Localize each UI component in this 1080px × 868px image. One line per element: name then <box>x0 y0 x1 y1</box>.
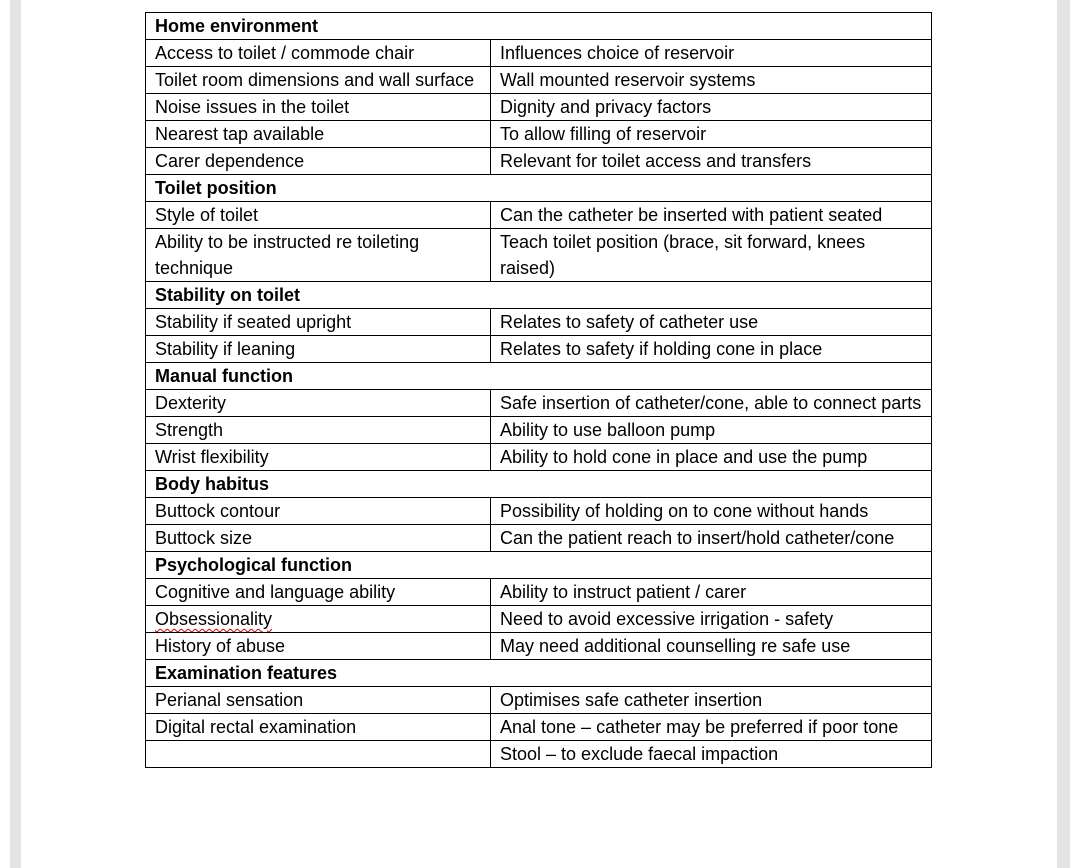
factor-cell: Noise issues in the toilet <box>146 94 491 121</box>
factor-cell: Nearest tap available <box>146 121 491 148</box>
relevance-cell: Relates to safety of catheter use <box>491 309 932 336</box>
relevance-cell: Need to avoid excessive irrigation - safety <box>491 606 932 633</box>
factor-cell: Toilet room dimensions and wall surface <box>146 67 491 94</box>
section-header-row <box>146 13 932 40</box>
relevance-cell: Can the patient reach to insert/hold catheter/cone <box>491 525 932 552</box>
factor-cell: Stability if seated upright <box>146 309 491 336</box>
table-row <box>146 525 932 552</box>
factor-cell: Stability if leaning <box>146 336 491 363</box>
table-row <box>146 202 932 229</box>
relevance-cell: Can the catheter be inserted with patient seated <box>491 202 932 229</box>
table-row <box>146 390 932 417</box>
table-row <box>146 67 932 94</box>
table-row <box>146 714 932 741</box>
relevance-cell: Teach toilet position (brace, sit forward, knees raised) <box>491 229 932 282</box>
relevance-cell: Wall mounted reservoir systems <box>491 67 932 94</box>
factor-cell: Digital rectal examination <box>146 714 491 741</box>
assessment-table-body <box>146 13 932 768</box>
table-row <box>146 444 932 471</box>
section-title: Toilet position <box>146 175 932 202</box>
relevance-cell: Optimises safe catheter insertion <box>491 687 932 714</box>
factor-cell: Cognitive and language ability <box>146 579 491 606</box>
section-title: Examination features <box>146 660 932 687</box>
factor-cell: Carer dependence <box>146 148 491 175</box>
section-header-row <box>146 552 932 579</box>
relevance-cell: Safe insertion of catheter/cone, able to connect parts <box>491 390 932 417</box>
table-row <box>146 606 932 633</box>
section-title: Manual function <box>146 363 932 390</box>
table-row <box>146 94 932 121</box>
relevance-cell: Ability to instruct patient / carer <box>491 579 932 606</box>
factor-cell: Style of toilet <box>146 202 491 229</box>
relevance-cell: Anal tone – catheter may be preferred if poor tone <box>491 714 932 741</box>
section-title: Body habitus <box>146 471 932 498</box>
right-page-gutter <box>1057 0 1070 868</box>
section-title: Psychological function <box>146 552 932 579</box>
factor-cell: Access to toilet / commode chair <box>146 40 491 67</box>
assessment-table <box>145 12 932 768</box>
relevance-cell: Stool – to exclude faecal impaction <box>491 741 932 768</box>
relevance-cell: To allow filling of reservoir <box>491 121 932 148</box>
table-row <box>146 40 932 67</box>
table-row <box>146 336 932 363</box>
table-row <box>146 633 932 660</box>
table-row <box>146 498 932 525</box>
factor-cell: Strength <box>146 417 491 444</box>
relevance-cell: Influences choice of reservoir <box>491 40 932 67</box>
table-row <box>146 148 932 175</box>
section-header-row <box>146 282 932 309</box>
section-header-row <box>146 660 932 687</box>
section-header-row <box>146 175 932 202</box>
table-row <box>146 687 932 714</box>
factor-cell: Buttock size <box>146 525 491 552</box>
table-row <box>146 229 932 282</box>
factor-cell <box>146 741 491 768</box>
section-header-row <box>146 363 932 390</box>
section-title: Home environment <box>146 13 932 40</box>
relevance-cell: Ability to use balloon pump <box>491 417 932 444</box>
factor-cell: History of abuse <box>146 633 491 660</box>
table-row <box>146 121 932 148</box>
table-row <box>146 309 932 336</box>
document-page <box>21 0 1057 868</box>
relevance-cell: Dignity and privacy factors <box>491 94 932 121</box>
factor-cell: Buttock contour <box>146 498 491 525</box>
factor-cell: Wrist flexibility <box>146 444 491 471</box>
factor-cell: Dexterity <box>146 390 491 417</box>
relevance-cell: Relevant for toilet access and transfers <box>491 148 932 175</box>
left-page-gutter <box>10 0 21 868</box>
section-header-row <box>146 471 932 498</box>
table-row <box>146 579 932 606</box>
relevance-cell: Ability to hold cone in place and use the pump <box>491 444 932 471</box>
section-title: Stability on toilet <box>146 282 932 309</box>
table-row <box>146 741 932 768</box>
factor-cell: Ability to be instructed re toileting technique <box>146 229 491 282</box>
factor-cell <box>146 606 491 633</box>
spelling-flag: Obsessionality <box>155 609 273 629</box>
relevance-cell: May need additional counselling re safe use <box>491 633 932 660</box>
relevance-cell: Relates to safety if holding cone in place <box>491 336 932 363</box>
relevance-cell: Possibility of holding on to cone without hands <box>491 498 932 525</box>
factor-cell: Perianal sensation <box>146 687 491 714</box>
table-row <box>146 417 932 444</box>
